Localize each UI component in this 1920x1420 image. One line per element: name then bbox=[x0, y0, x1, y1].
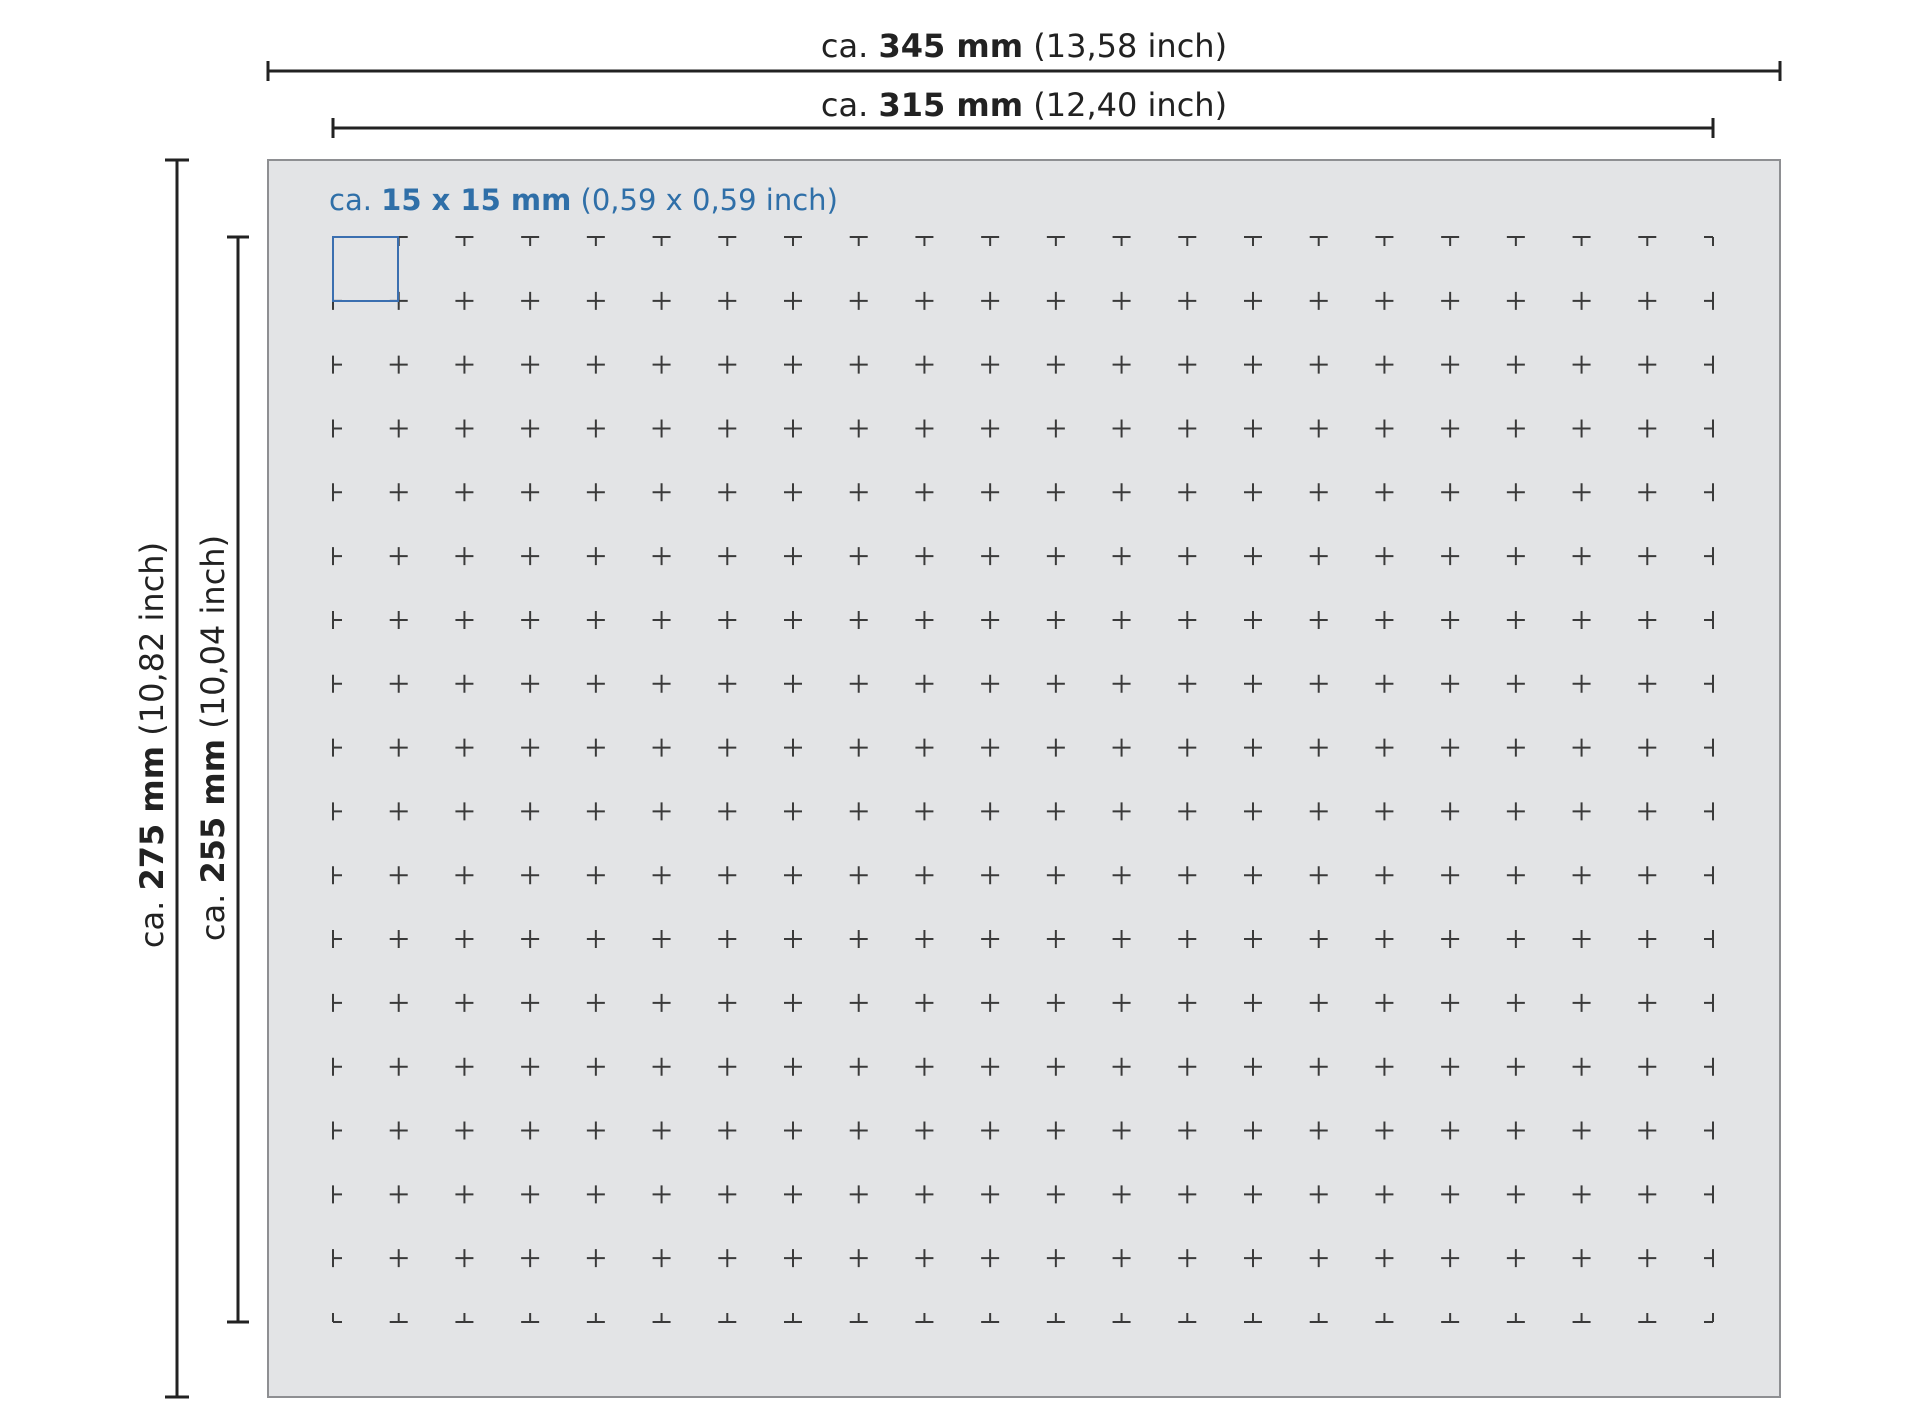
cell-size-label: ca. 15 x 15 mm (0,59 x 0,59 inch) bbox=[329, 183, 838, 217]
outer-height-label: ca. 275 mm (10,82 inch) bbox=[133, 541, 171, 949]
inner-height-label: ca. 255 mm (10,04 inch) bbox=[194, 534, 232, 942]
outer-width-label: ca. 345 mm (13,58 inch) bbox=[820, 27, 1228, 65]
mat-outline bbox=[268, 160, 1780, 1397]
inner-width-label: ca. 315 mm (12,40 inch) bbox=[820, 86, 1228, 124]
